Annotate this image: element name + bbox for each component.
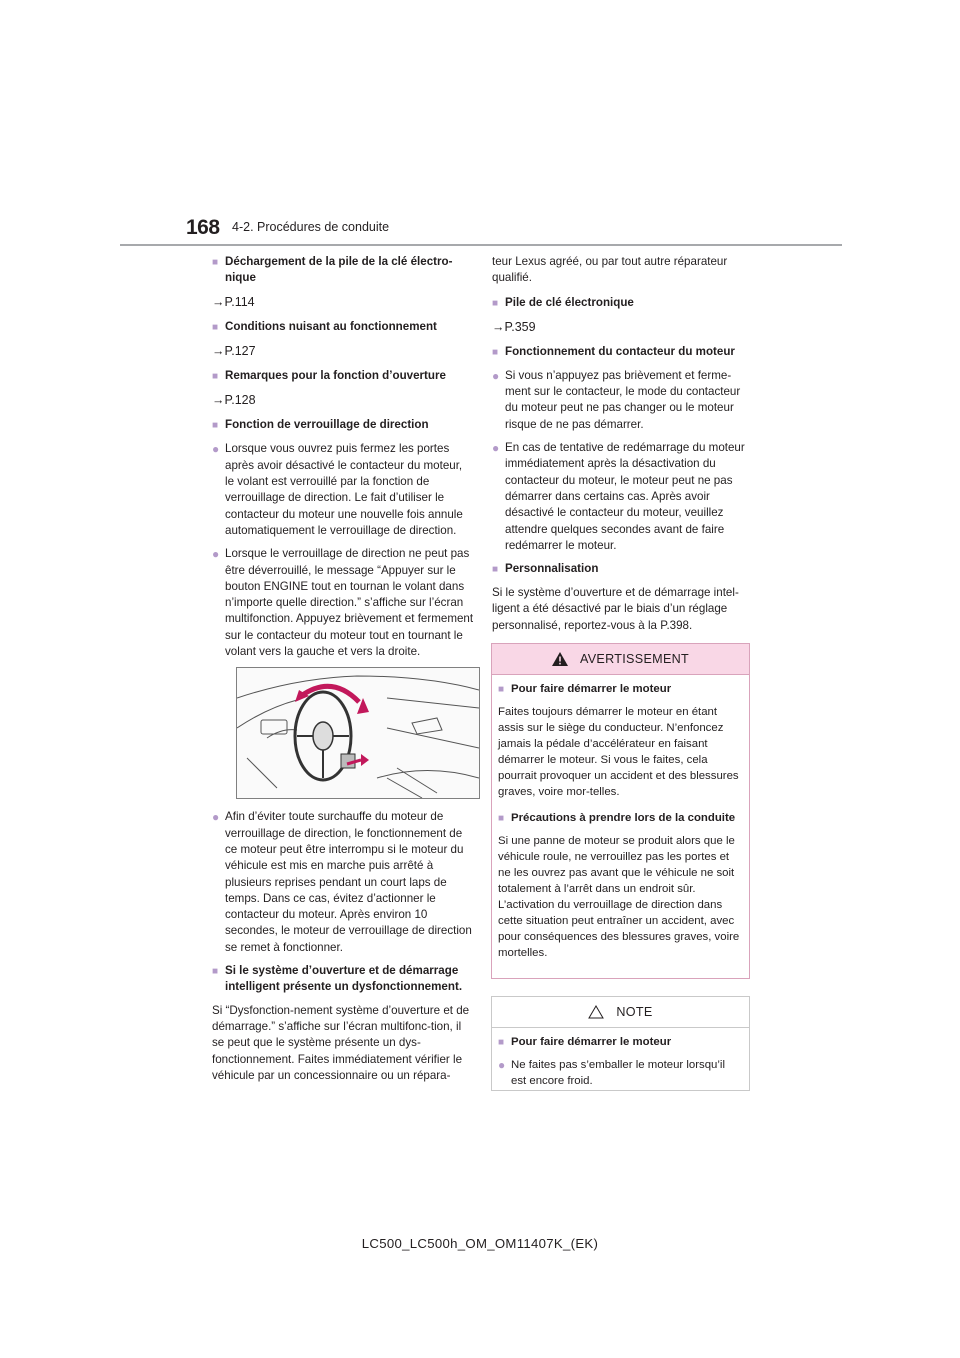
page-reference: →P.128 bbox=[212, 393, 256, 408]
bullet-item: ● Ne faites pas s’emballer le moteur lorsqu’il est encore froid. bbox=[498, 1058, 725, 1087]
warning-box bbox=[491, 643, 750, 979]
right-column bbox=[492, 254, 754, 642]
round-bullet-icon: ● bbox=[212, 547, 220, 562]
paragraph: Faites toujours démarrer le moteur en étant assis sur le siège du conducteur. N’enfoncez jamais la pédale d’accélérateur en faisant démarrer le moteur. Si vous le faites, cela pourrait provoquer un accident et des blessures graves, voire mor-telles. bbox=[498, 706, 739, 798]
warning-header bbox=[492, 644, 749, 675]
heading: ■ Remarques pour la fonction d’ouverture bbox=[212, 368, 474, 385]
page-reference: →P.127 bbox=[212, 343, 256, 358]
square-bullet-icon: ■ bbox=[498, 684, 505, 695]
paragraph: Si “Dysfonction-nement système d’ouverture et de démarrage.” s’affiche sur l’écran multifonc-tion, il se peut que le système présente un dys-fonctionnement. Faites immédiatement vérifier le véhicule par un concessionnaire ou un répara- bbox=[212, 1003, 470, 1082]
heading: ■ Pile de clé électronique bbox=[492, 295, 754, 312]
warning-triangle-icon bbox=[552, 652, 568, 666]
heading: ■ Si le système d’ouverture et de démarrage intelligent présente un dysfonctionnement. bbox=[212, 963, 474, 996]
bullet-item: ● Afin d’éviter toute surchauffe du moteur de verrouillage de direction, le fonctionnement de ce moteur peut être interrompu si le moteur du véhicule est mis en marche puis arrêté à plusieurs reprises pendant un court laps de temps. Dans ce cas, évitez d’actionner le contacteur du moteur. Après environ 10 secondes, le moteur de verrouillage de direction se remet à fonctionner. bbox=[212, 809, 474, 956]
bullet-item: ● En cas de tentative de redémarrage du moteur immédiatement après la désactivation du contacteur du moteur, le moteur peut ne pas démarrer dans certains cas. Après avoir désactivé le contacteur du moteur, veuillez attendre quelques secondes avant de faire redémarrer le moteur. bbox=[492, 440, 754, 554]
note-title: NOTE bbox=[616, 1005, 653, 1019]
square-bullet-icon: ■ bbox=[212, 321, 219, 333]
square-bullet-icon: ■ bbox=[492, 346, 499, 358]
bullet-item: ● Si vous n’appuyez pas brièvement et ferme-ment sur le contacteur, le mode du contacteur du moteur peut ne pas changer ou le moteur risque de ne pas démarrer. bbox=[492, 368, 754, 433]
square-bullet-icon: ■ bbox=[212, 371, 219, 383]
note-box bbox=[491, 996, 750, 1091]
square-bullet-icon: ■ bbox=[492, 297, 499, 309]
caution-triangle-outline-icon bbox=[588, 1005, 604, 1019]
left-column bbox=[212, 254, 474, 1092]
square-bullet-icon: ■ bbox=[212, 420, 219, 432]
warning-body bbox=[492, 675, 749, 961]
square-bullet-icon: ■ bbox=[492, 564, 499, 576]
heading: ■ Déchargement de la pile de la clé électro-nique bbox=[212, 254, 474, 287]
page-reference: →P.114 bbox=[212, 294, 255, 309]
section-title: 4-2. Procédures de conduite bbox=[232, 220, 390, 234]
heading: ■ Fonctionnement du contacteur du moteur bbox=[492, 344, 754, 361]
square-bullet-icon: ■ bbox=[498, 1037, 505, 1048]
round-bullet-icon: ● bbox=[498, 1058, 506, 1072]
heading: ■ Conditions nuisant au fonctionnement bbox=[212, 319, 474, 336]
heading: ■ Pour faire démarrer le moteur bbox=[498, 1034, 741, 1051]
note-body bbox=[492, 1028, 749, 1089]
heading: ■ Pour faire démarrer le moteur bbox=[498, 681, 741, 698]
page-reference: →P.359 bbox=[492, 319, 536, 334]
paragraph: teur Lexus agréé, ou par tout autre réparateur qualifié. bbox=[492, 255, 728, 285]
bullet-item: ● Lorsque le verrouillage de direction ne peut pas être déverrouillé, le message “Appuyer sur le bouton ENGINE tout en tournan le volant dans n’importe quelle direction.” s’affiche sur l’écran multifonction. Appuyez brièvement et fermement sur le contacteur du moteur tout en tournant le volant vers la gauche et vers la droite. bbox=[212, 546, 474, 660]
note-header bbox=[492, 997, 749, 1028]
heading: ■ Fonction de verrouillage de direction bbox=[212, 417, 474, 434]
square-bullet-icon: ■ bbox=[212, 257, 219, 268]
heading: ■ Précautions à prendre lors de la conduite bbox=[498, 810, 741, 827]
square-bullet-icon: ■ bbox=[498, 813, 505, 824]
square-bullet-icon: ■ bbox=[212, 966, 219, 978]
paragraph: Si le système d’ouverture et de démarrage intel-ligent a été désactivé par le biais d’un réglage personnalisé, reportez-vous à la P.398. bbox=[492, 586, 739, 632]
header-rule bbox=[120, 244, 842, 246]
page-number: 168 bbox=[186, 216, 220, 239]
round-bullet-icon: ● bbox=[212, 810, 220, 825]
steering-wheel-illustration bbox=[236, 667, 480, 799]
round-bullet-icon: ● bbox=[492, 441, 500, 456]
paragraph: Si une panne de moteur se produit alors que le véhicule roule, ne verrouillez pas les portes et ne les ouvrez pas avant que le véhicule ne soit totalement à l’arrêt dans un endroit sûr. L’activation du verrouillage de direction dans cette situation peut entraîner un accident, avec pour conséquences des blessures graves, voire mortelles. bbox=[498, 835, 740, 959]
heading: ■ Personnalisation bbox=[492, 561, 754, 578]
round-bullet-icon: ● bbox=[492, 368, 500, 383]
document-code: LC500_LC500h_OM_OM11407K_(EK) bbox=[361, 1236, 599, 1251]
bullet-item: ● Lorsque vous ouvrez puis fermez les portes après avoir désactivé le contacteur du moteur, le volant est verrouillé par la fonction de verrouillage de direction. Le fait d’utiliser le contacteur du moteur une nouvelle fois annule automatiquement le verrouillage de direction. bbox=[212, 441, 474, 539]
round-bullet-icon: ● bbox=[212, 442, 220, 457]
warning-title: AVERTISSEMENT bbox=[579, 652, 690, 666]
steering-wheel-drawing bbox=[237, 668, 479, 798]
